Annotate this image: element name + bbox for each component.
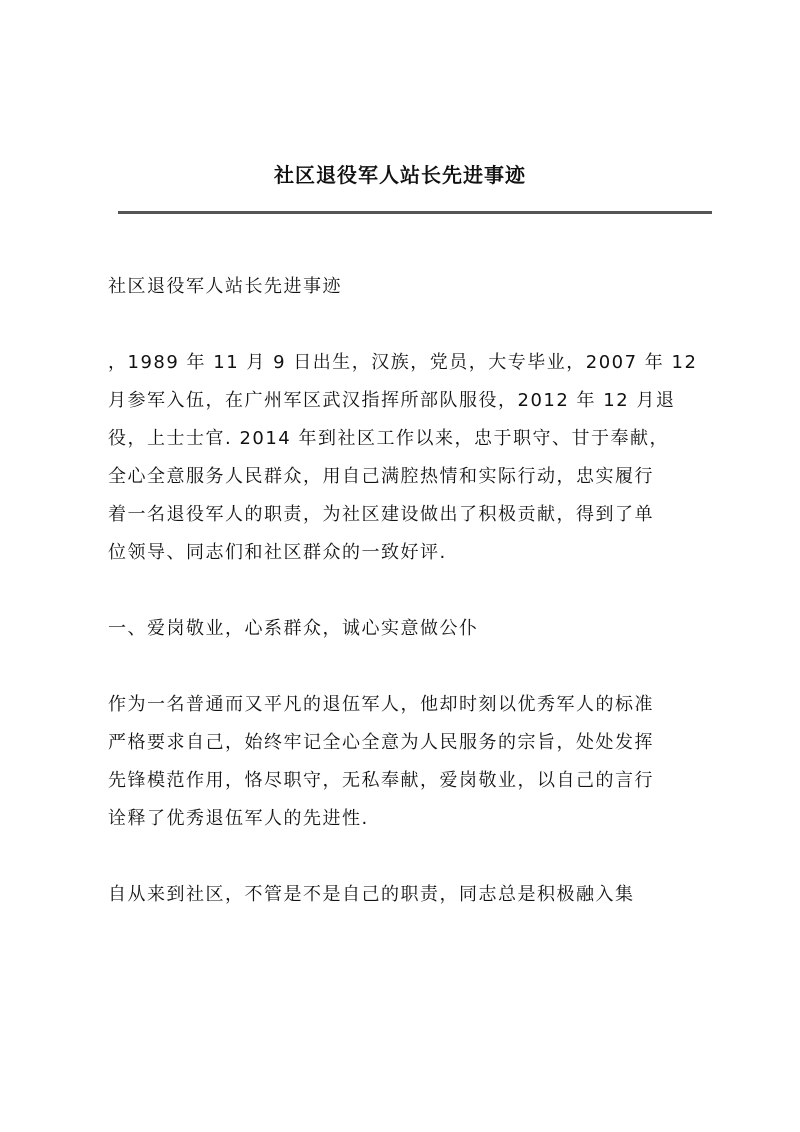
subtitle-line: 社区退役军人站长先进事迹 [108,276,342,297]
section-heading-1: 一、爱岗敬业，心系群众，诚心实意做公仆 [108,618,479,639]
intro-line-6: 位领导、同志们和社区群众的一致好评. [108,542,447,563]
paragraph-gap [108,648,708,686]
paragraph-gap [108,572,708,610]
document-body [108,268,708,914]
paragraph2-line-3: 先锋模范作用，恪尽职守，无私奉献，爱岗敬业，以自己的言行 [108,770,654,791]
subtitle-paragraph [108,268,708,306]
paragraph-gap [108,838,708,876]
paragraph-gap [108,306,708,344]
body-paragraph-3 [108,876,708,914]
intro-line-4: 全心全意服务人民群众，用自己满腔热情和实际行动，忠实履行 [108,466,654,487]
document-title: 社区退役军人站长先进事迹 [274,163,526,187]
intro-line-1: ，1989 年 11 月 9 日出生，汉族，党员，大专毕业，2007 年 12 [108,352,698,373]
intro-line-2: 月参军入伍，在广州军区武汉指挥所部队服役，2012 年 12 月退 [108,390,676,411]
paragraph2-line-2: 严格要求自己，始终牢记全心全意为人民服务的宗旨，处处发挥 [108,732,654,753]
paragraph3-line-1: 自从来到社区，不管是不是自己的职责，同志总是积极融入集 [108,884,635,905]
paragraph2-line-1: 作为一名普通而又平凡的退伍军人，他却时刻以优秀军人的标准 [108,694,654,715]
title-divider [118,211,712,214]
intro-line-5: 着一名退役军人的职责，为社区建设做出了积极贡献，得到了单 [108,504,654,525]
body-paragraph-2 [108,686,708,838]
section-heading-paragraph [108,610,708,648]
paragraph2-line-4: 诠释了优秀退伍军人的先进性. [108,808,369,829]
intro-paragraph [108,344,708,572]
intro-line-3: 役，上士士官. 2014 年到社区工作以来，忠于职守、甘于奉献， [108,428,669,449]
